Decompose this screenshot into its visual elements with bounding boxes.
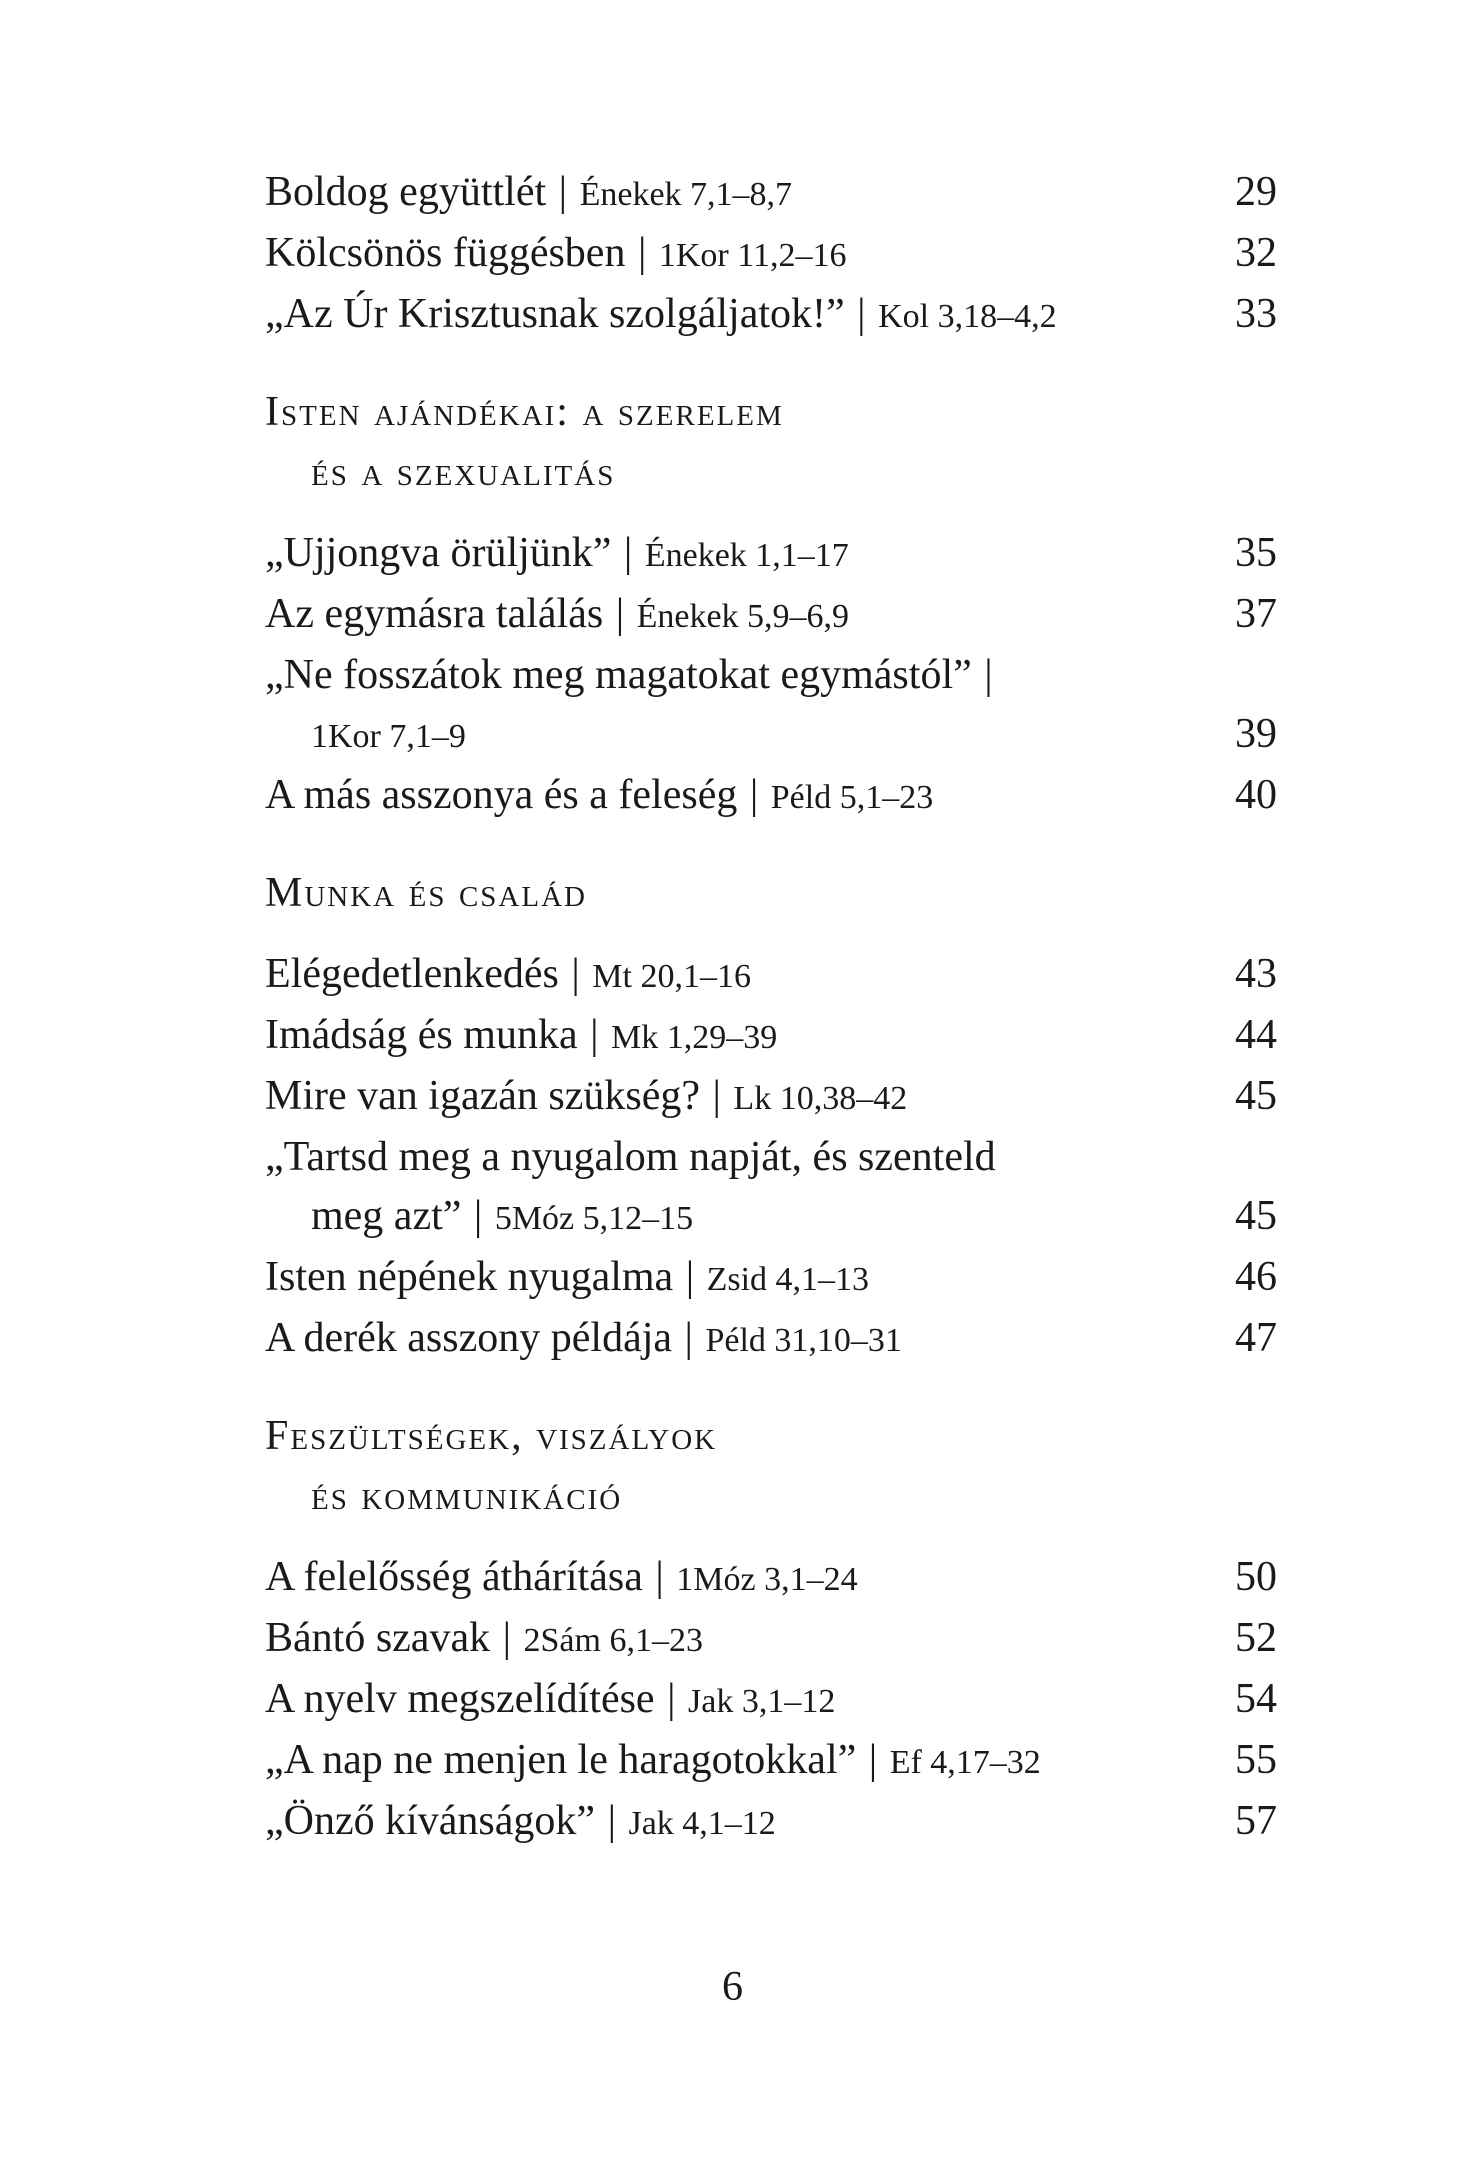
toc-entry-text — [265, 766, 1207, 827]
scripture-ref: Mt 20,1–16 — [592, 958, 751, 995]
toc-entry-text — [265, 1609, 1207, 1670]
toc-entry — [265, 585, 1277, 646]
page-ref: 33 — [1235, 291, 1277, 337]
separator: | — [502, 1615, 512, 1661]
section-heading-line: és kommunikáció — [311, 1473, 623, 1519]
page-ref: 29 — [1235, 169, 1277, 215]
page-ref: 46 — [1235, 1254, 1277, 1300]
toc-entry — [265, 163, 1277, 224]
entry-title: „A nap ne menjen le haragotokkal” — [265, 1737, 857, 1783]
page-ref: 47 — [1235, 1315, 1277, 1361]
separator: | — [749, 772, 759, 818]
toc-entry-text — [265, 1670, 1207, 1731]
scripture-ref: Kol 3,18–4,2 — [878, 298, 1057, 335]
scripture-ref: Péld 5,1–23 — [770, 779, 934, 816]
toc-entry-text — [265, 1067, 1207, 1128]
entry-title: „Ne fosszátok meg magatokat egymástól” — [265, 652, 972, 698]
separator: | — [712, 1073, 721, 1119]
page-ref: 45 — [1235, 1073, 1277, 1119]
entry-title: A felelősség áthárítása — [265, 1554, 643, 1600]
toc-entry — [265, 646, 1277, 705]
toc-entry-text — [265, 1309, 1207, 1370]
separator: | — [473, 1193, 483, 1239]
toc-entry-text — [265, 1006, 1207, 1067]
toc-entry — [265, 1609, 1277, 1670]
page-number: 6 — [722, 1964, 743, 2010]
toc-entry-continuation — [265, 1187, 1277, 1248]
page-ref: 40 — [1235, 772, 1277, 818]
scripture-ref: Zsid 4,1–13 — [706, 1261, 870, 1298]
entry-title: Bántó szavak — [265, 1615, 491, 1661]
scripture-ref: Énekek 5,9–6,9 — [636, 598, 850, 635]
page-ref: 57 — [1235, 1798, 1277, 1844]
toc-entry-text — [265, 163, 1207, 224]
scripture-ref: Énekek 1,1–17 — [644, 537, 849, 574]
separator: | — [684, 1315, 693, 1361]
entry-title: „Tartsd meg a nyugalom napját, és szenteld — [265, 1134, 996, 1180]
scripture-ref: 2Sám 6,1–23 — [523, 1622, 703, 1659]
section-heading — [265, 1406, 1277, 1526]
separator: | — [868, 1737, 878, 1783]
page-ref: 45 — [1235, 1193, 1277, 1239]
entry-title: „Az Úr Krisztusnak szolgáljatok!” — [265, 291, 845, 337]
separator: | — [571, 951, 580, 997]
separator: | — [607, 1798, 616, 1844]
toc-entry — [265, 1248, 1277, 1309]
separator: | — [655, 1554, 664, 1600]
section-heading-line: Feszültségek, viszályok — [265, 1413, 718, 1459]
scripture-ref: 5Móz 5,12–15 — [494, 1200, 694, 1237]
toc-entry-text — [265, 524, 1207, 585]
toc-entry — [265, 224, 1277, 285]
entry-title: Az egymásra találás — [265, 591, 604, 637]
separator: | — [590, 1012, 599, 1058]
entry-title: A derék asszony példája — [265, 1315, 673, 1361]
scripture-ref: Jak 3,1–12 — [688, 1683, 836, 1720]
section-heading — [265, 863, 1277, 923]
table-of-contents — [265, 163, 1277, 1853]
toc-entry — [265, 766, 1277, 827]
toc-entry — [265, 1006, 1277, 1067]
entry-title: Elégedetlenkedés — [265, 951, 559, 997]
scripture-ref: 1Kor 11,2–16 — [658, 237, 847, 274]
page-ref: 55 — [1235, 1737, 1277, 1783]
toc-entry — [265, 285, 1277, 346]
toc-entry-continuation — [265, 705, 1277, 766]
scripture-ref: Mk 1,29–39 — [611, 1019, 778, 1056]
page-ref: 50 — [1235, 1554, 1277, 1600]
toc-entry-text — [265, 224, 1207, 285]
entry-title: meg azt” — [311, 1193, 462, 1239]
toc-entry-text — [265, 285, 1207, 346]
page-ref: 43 — [1235, 951, 1277, 997]
section-heading-line: és a szexualitás — [311, 449, 616, 495]
separator: | — [637, 230, 647, 276]
entry-title: Mire van igazán szükség? — [265, 1073, 700, 1119]
separator: | — [685, 1254, 695, 1300]
entry-title: Imádság és munka — [265, 1012, 578, 1058]
entry-title: A nyelv megszelídítése — [265, 1676, 655, 1722]
scripture-ref: Ef 4,17–32 — [889, 1744, 1041, 1781]
separator: | — [667, 1676, 676, 1722]
page-ref: 54 — [1235, 1676, 1277, 1722]
toc-entry — [265, 945, 1277, 1006]
toc-entry — [265, 1670, 1277, 1731]
toc-entry — [265, 1548, 1277, 1609]
page-ref: 37 — [1235, 591, 1277, 637]
section-heading-line: Munka és család — [265, 870, 587, 916]
toc-entry-text — [265, 1548, 1207, 1609]
entry-title: Isten népének nyugalma — [265, 1254, 674, 1300]
toc-entry — [265, 1309, 1277, 1370]
toc-entry — [265, 1792, 1277, 1853]
entry-title: A más asszonya és a feleség — [265, 772, 738, 818]
section-heading — [265, 382, 1277, 502]
toc-entry-text — [265, 945, 1207, 1006]
scripture-ref: 1Móz 3,1–24 — [676, 1561, 858, 1598]
toc-entry-text — [265, 1128, 1277, 1187]
separator: | — [857, 291, 866, 337]
page-ref: 32 — [1235, 230, 1277, 276]
separator: | — [615, 591, 625, 637]
toc-entry — [265, 1128, 1277, 1187]
toc-entry-text — [265, 1248, 1207, 1309]
entry-title: „Ujjongva örüljünk” — [265, 530, 612, 576]
page-ref: 35 — [1235, 530, 1277, 576]
separator: | — [623, 530, 633, 576]
toc-entry-text — [265, 1731, 1207, 1792]
toc-entry-text — [265, 1792, 1207, 1853]
toc-entry — [265, 524, 1277, 585]
page-ref: 39 — [1235, 711, 1277, 757]
toc-entry — [265, 1731, 1277, 1792]
scripture-ref: Lk 10,38–42 — [733, 1080, 908, 1117]
separator: | — [984, 652, 993, 698]
toc-entry-text — [265, 646, 1277, 705]
scripture-ref: Énekek 7,1–8,7 — [579, 176, 793, 213]
scripture-ref: Jak 4,1–12 — [628, 1805, 776, 1842]
page-ref: 52 — [1235, 1615, 1277, 1661]
entry-title: Kölcsönös függésben — [265, 230, 626, 276]
toc-entry-text — [265, 585, 1207, 646]
scripture-ref: 1Kor 7,1–9 — [311, 718, 466, 755]
entry-title: „Önző kívánságok” — [265, 1798, 596, 1844]
page-ref: 44 — [1235, 1012, 1277, 1058]
entry-title: Boldog együttlét — [265, 169, 547, 215]
toc-entry — [265, 1067, 1277, 1128]
scripture-ref: Péld 31,10–31 — [705, 1322, 902, 1359]
section-heading-line: Isten ajándékai: a szerelem — [265, 389, 784, 435]
separator: | — [558, 169, 568, 215]
